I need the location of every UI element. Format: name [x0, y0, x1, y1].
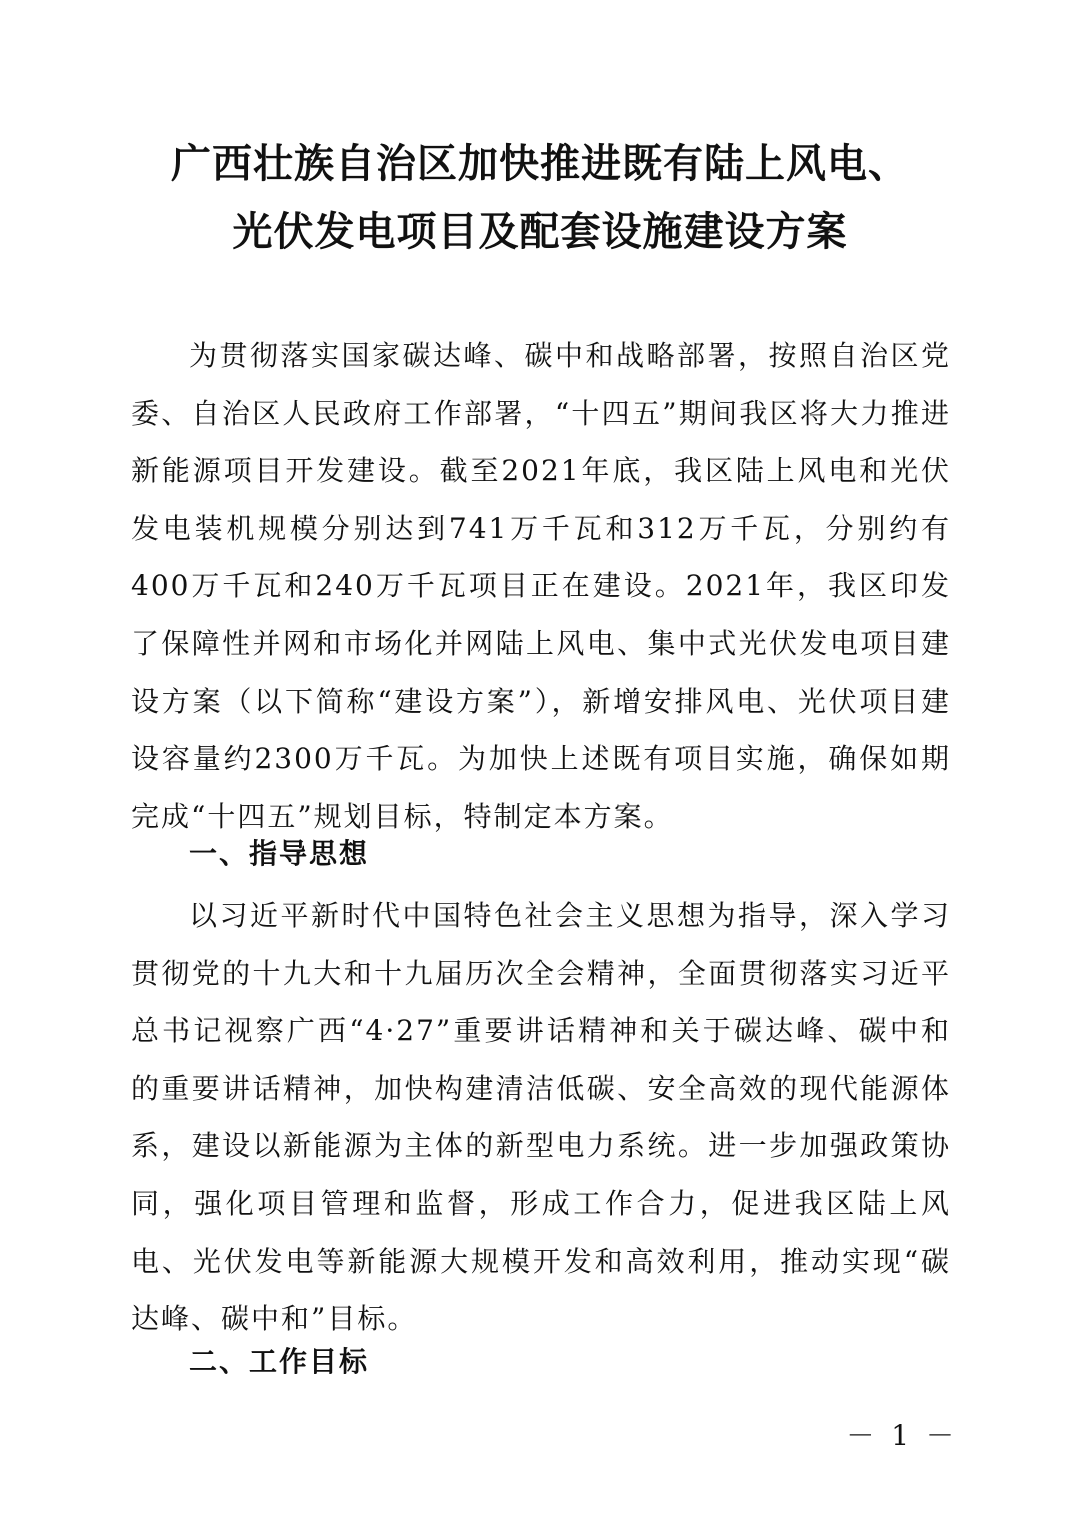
document-title-line-2: 光伏发电项目及配套设施建设方案 — [232, 209, 848, 255]
intro-paragraph: 为贯彻落实国家碳达峰、碳中和战略部署，按照自治区党委、自治区人民政府工作部署，“十四五”期间我区将大力推进新能源项目开发建设。截至2021年底，我区陆上风电和光伏发电装机规模分别达到741万千瓦和312万千瓦，分别约有400万千瓦和240万千瓦项目正在建设。2021年，我区印发了保障性并网和市场化并网陆上风电、集中式光伏发电项目建设方案（以下简称“建设方案”），新增安排风电、光伏项目建设容量约2300万千瓦。为加快上述既有项目实施，确保如期完成“十四五”规划目标，特制定本方案。 — [131, 339, 951, 833]
guiding-ideology-paragraph: 以习近平新时代中国特色社会主义思想为指导，深入学习贯彻党的十九大和十九届历次全会精神，全面贯彻落实习近平总书记视察广西“4·27”重要讲话精神和关于碳达峰、碳中和的重要讲话精神，加快构建清洁低碳、安全高效的现代能源体系，建设以新能源为主体的新型电力系统。进一步加强政策协同，强化项目管理和监督，形成工作合力，促进我区陆上风电、光伏发电等新能源大规模开发和高效利用，推动实现“碳达峰、碳中和”目标。 — [131, 899, 951, 1336]
section-heading-work-goals: 二、工作目标 — [189, 1345, 370, 1378]
document-title-line-1: 广西壮族自治区加快推进既有陆上风电、 — [171, 141, 909, 187]
page-number: － 1 － — [846, 1419, 958, 1452]
section-heading-guiding-ideology: 一、指导思想 — [189, 837, 370, 870]
